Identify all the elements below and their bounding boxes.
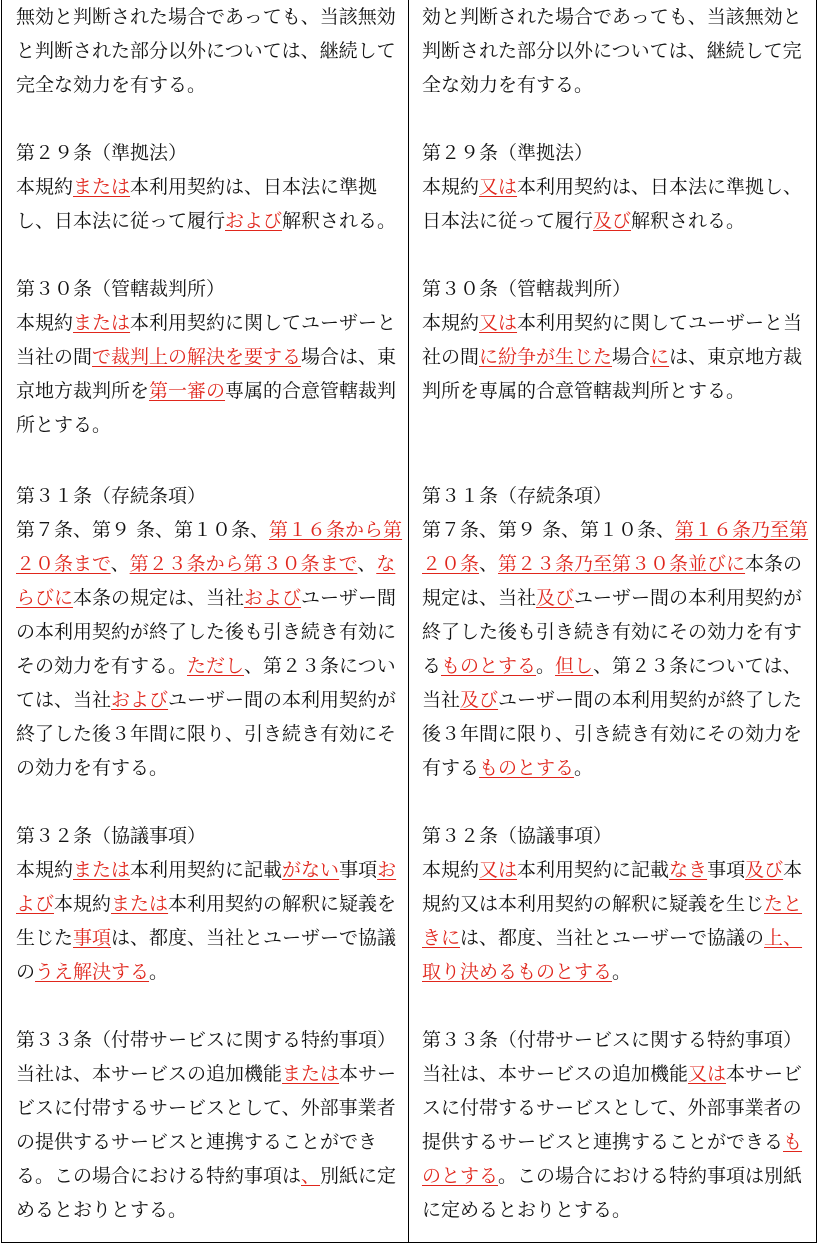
revision-mark: なき (669, 859, 708, 881)
revision-mark: 又は (479, 859, 518, 881)
right-column (422, 0, 812, 1242)
article-31-body: 第７条、第９ 条、第１０条、第１６条から第２０条まで、第２３条から第３０条まで、ならびに本条の規定は、当社およびユーザー間の本利用契約が終了した後も引き続き有効にその効力を有する。ただし、第２３条については、当社およびユーザー間の本利用契約が終了した後３年間に限り、引き続き有効にその効力を有する。 (16, 519, 403, 779)
revision-mark: ものとする (479, 757, 575, 779)
revision-mark: 及び (536, 587, 575, 609)
intro-text: 無効と判断された場合であっても、当該無効と判断された部分以外については、継続して完全な効力を有する。 (16, 6, 396, 96)
article-29-heading: 第２９条（準拠法） (422, 142, 594, 164)
revision-mark: 但し (555, 655, 594, 677)
revision-mark: 又は (688, 1063, 727, 1085)
article-33-body: 当社は、本サービスの追加機能または本サービスに付帯するサービスとして、外部事業者の提供するサービスと連携することができる。この場合における特約事項は、別紙に定めるとおりとする。 (16, 1063, 397, 1221)
revision-mark: に紛争が生じた (479, 346, 613, 368)
revision-mark: または (73, 176, 131, 198)
revision-mark: ものとする (441, 655, 537, 677)
revision-mark: および (244, 587, 302, 609)
article-31-heading: 第３１条（存続条項） (16, 485, 207, 507)
article-30-heading: 第３０条（管轄裁判所） (422, 278, 632, 300)
revision-mark: で裁判上の解決を要する (92, 346, 302, 368)
revision-mark: 又は (479, 312, 518, 334)
left-column (16, 0, 406, 1242)
article-30-heading: 第３０条（管轄裁判所） (16, 278, 226, 300)
revision-mark: に (650, 346, 670, 368)
revision-mark: 又は (479, 176, 518, 198)
revision-mark: 第１６条から第２０条まで (16, 519, 403, 575)
revision-mark: 上、取り決めるものとする (422, 927, 803, 983)
article-31-heading: 第３１条（存続条項） (422, 485, 613, 507)
article-32-body: 本規約又は本利用契約に記載なき事項及び本規約又は本利用契約の解釈に疑義を生じたときには、都度、当社とユーザーで協議の上、取り決めるものとする。 (422, 859, 803, 983)
revision-mark: 及び (745, 859, 784, 881)
revision-mark: ただし (187, 655, 245, 677)
article-31-body: 第７条、第９ 条、第１０条、第１６条乃至第２０条、第２３条乃至第３０条並びに本条の規定は、当社及びユーザー間の本利用契約が終了した後も引き続き有効にその効力を有するものとする。但し、第２３条については、当社及びユーザー間の本利用契約が終了した後３年間に限り、引き続き有効にその効力を有するものとする。 (422, 519, 809, 779)
revision-mark: 第１６条乃至第２０条 (422, 519, 809, 575)
revision-mark: および (111, 689, 169, 711)
article-32-body: 本規約または本利用契約に記載がない事項および本規約または本利用契約の解釈に疑義を生じた事項は、都度、当社とユーザーで協議のうえ解決する。 (16, 859, 397, 983)
revision-mark: 、 (301, 1165, 321, 1187)
article-32-heading: 第３２条（協議事項） (422, 825, 613, 847)
article-33-heading: 第３３条（付帯サービスに関する特約事項） (422, 1029, 803, 1051)
article-30-body: 本規約又は本利用契約に関してユーザーと当社の間に紛争が生じた場合には、東京地方裁判所を専属的合意管轄裁判所とする。 (422, 312, 803, 402)
intro-text: 効と判断された場合であっても、当該無効と判断された部分以外については、継続して完全な効力を有する。 (422, 6, 802, 96)
revision-mark: または (111, 893, 169, 915)
revision-mark: または (282, 1063, 340, 1085)
article-29-heading: 第２９条（準拠法） (16, 142, 188, 164)
revision-mark: 及び (460, 689, 499, 711)
revision-mark: 事項 (73, 927, 112, 949)
revision-mark: または (73, 312, 131, 334)
article-29-body: 本規約または本利用契約は、日本法に準拠し、日本法に従って履行および解釈される。 (16, 176, 397, 232)
revision-mark: がない (282, 859, 340, 881)
article-30-body: 本規約または本利用契約に関してユーザーと当社の間で裁判上の解決を要する場合は、東京地方裁判所を第一審の専属的合意管轄裁判所とする。 (16, 312, 397, 436)
revision-mark: または (73, 859, 131, 881)
revision-mark: ものとする (422, 1131, 803, 1187)
article-29-body: 本規約又は本利用契約は、日本法に準拠し、日本法に従って履行及び解釈される。 (422, 176, 803, 232)
revision-mark: および (16, 859, 397, 915)
revision-mark: ならびに (16, 553, 396, 609)
article-33-heading: 第３３条（付帯サービスに関する特約事項） (16, 1029, 397, 1051)
revision-mark: うえ解決する (35, 961, 150, 983)
revision-mark: たときに (422, 893, 803, 949)
article-32-heading: 第３２条（協議事項） (16, 825, 207, 847)
revision-mark: 第一審の (149, 380, 226, 402)
revision-mark: 第２３条乃至第３０条並びに (498, 553, 746, 575)
article-33-body: 当社は、本サービスの追加機能又は本サービスに付帯するサービスとして、外部事業者の提供するサービスと連携することができるものとする。この場合における特約事項は別紙に定めるとおりとする。 (422, 1063, 803, 1221)
revision-mark: 及び (593, 210, 632, 232)
revision-mark: 第２３条から第３０条まで (129, 553, 358, 575)
column-divider (408, 0, 409, 1242)
comparison-table (1, 0, 817, 1243)
revision-mark: および (225, 210, 283, 232)
